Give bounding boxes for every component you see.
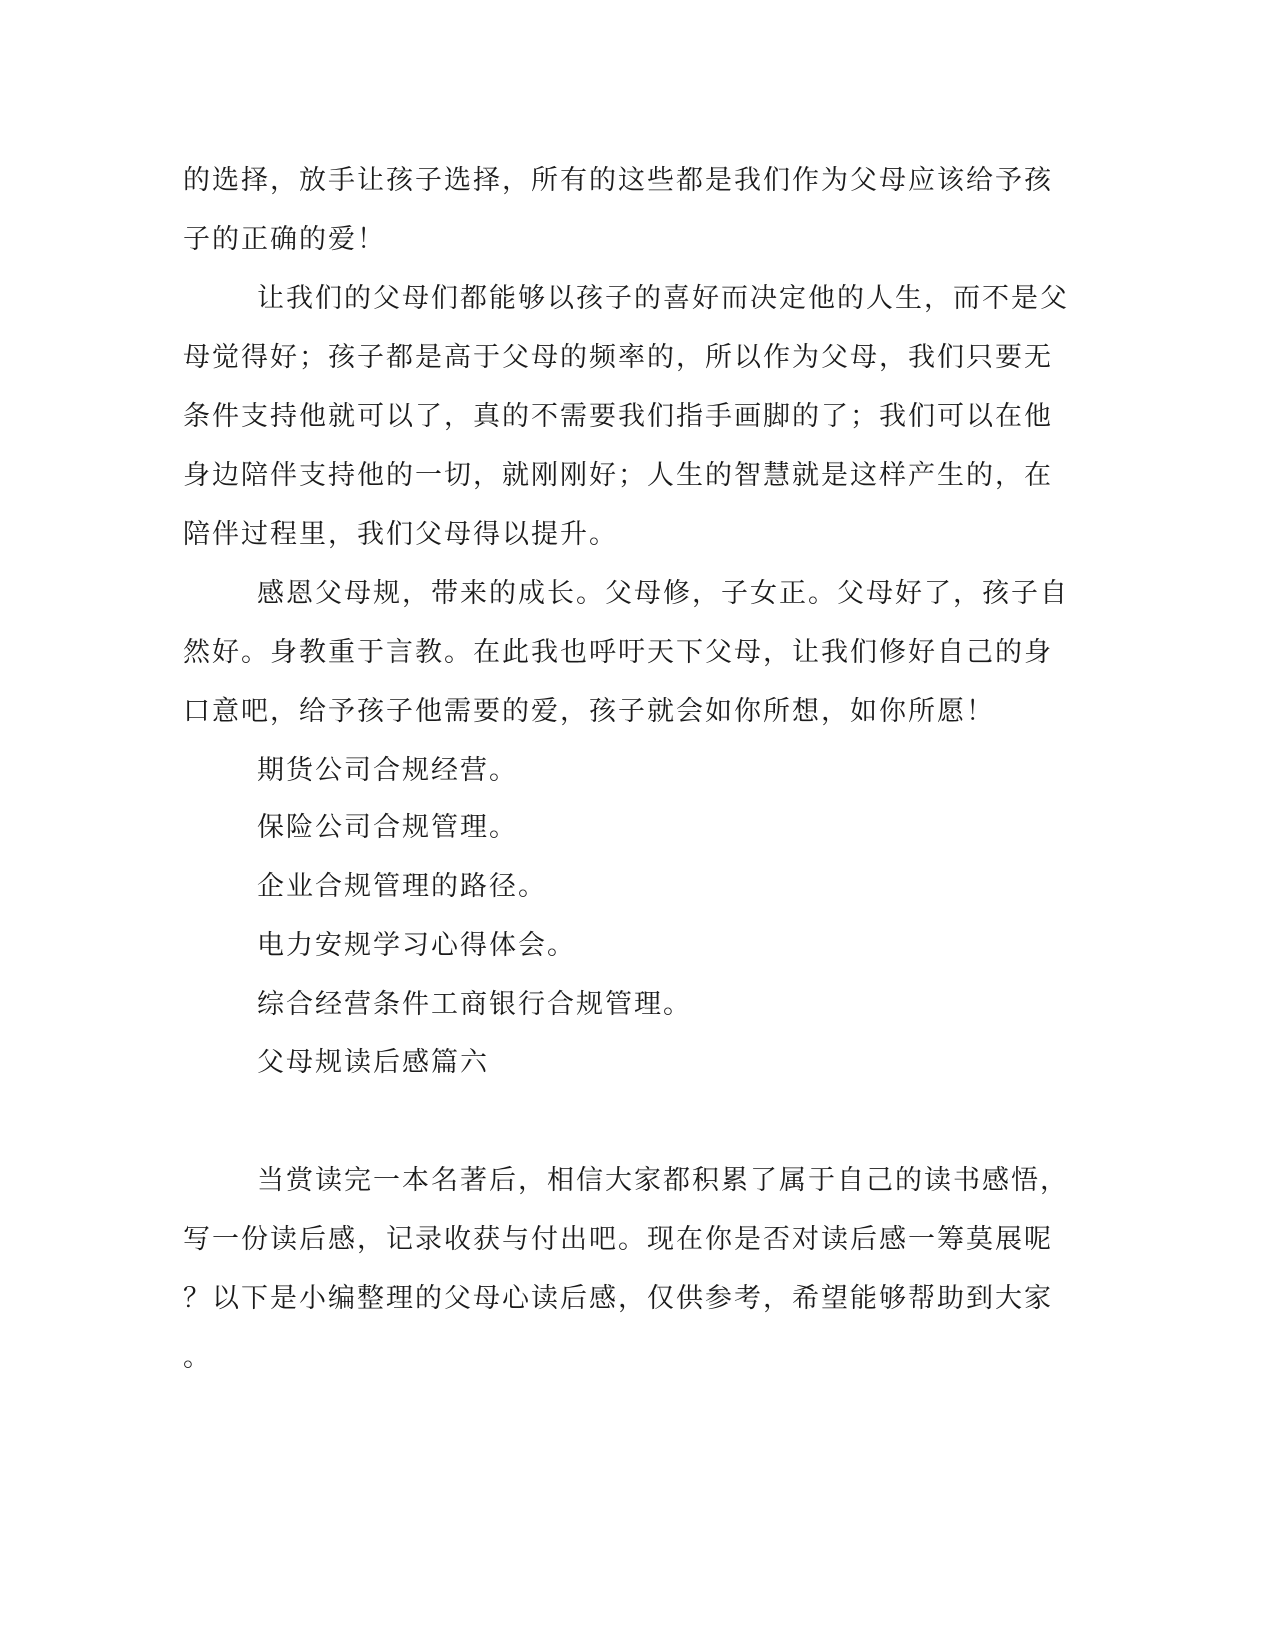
- paragraph-line: 感恩父母规，带来的成长。父母修，子女正。父母好了，孩子自: [257, 578, 1069, 609]
- list-item: 电力安规学习心得体会。: [257, 930, 576, 961]
- paragraph-line: 让我们的父母们都能够以孩子的喜好而决定他的人生，而不是父: [257, 283, 1069, 314]
- paragraph-line: 母觉得好；孩子都是高于父母的频率的，所以作为父母，我们只要无: [183, 342, 1053, 373]
- list-item: 保险公司合规管理。: [257, 812, 518, 843]
- section-heading: 父母规读后感篇六: [257, 1047, 489, 1078]
- paragraph-line: 身边陪伴支持他的一切，就刚刚好；人生的智慧就是这样产生的，在: [183, 460, 1053, 491]
- paragraph-line: 的选择，放手让孩子选择，所有的这些都是我们作为父母应该给予孩: [183, 165, 1053, 196]
- list-item: 企业合规管理的路径。: [257, 871, 547, 902]
- paragraph-line: ？以下是小编整理的父母心读后感，仅供参考，希望能够帮助到大家: [183, 1283, 1053, 1314]
- paragraph-line: 。: [183, 1342, 212, 1373]
- paragraph-line: 子的正确的爱！: [183, 224, 386, 255]
- paragraph-line: 口意吧，给予孩子他需要的爱，孩子就会如你所想，如你所愿！: [183, 696, 995, 727]
- list-item: 综合经营条件工商银行合规管理。: [257, 989, 692, 1020]
- paragraph-line: 当赏读完一本名著后，相信大家都积累了属于自己的读书感悟，: [257, 1165, 1069, 1196]
- list-item: 期货公司合规经营。: [257, 755, 518, 786]
- paragraph-line: 然好。身教重于言教。在此我也呼吁天下父母，让我们修好自己的身: [183, 637, 1053, 668]
- paragraph-line: 条件支持他就可以了，真的不需要我们指手画脚的了；我们可以在他: [183, 401, 1053, 432]
- paragraph-line: 陪伴过程里，我们父母得以提升。: [183, 519, 618, 550]
- paragraph-line: 写一份读后感，记录收获与付出吧。现在你是否对读后感一筹莫展呢: [183, 1224, 1053, 1255]
